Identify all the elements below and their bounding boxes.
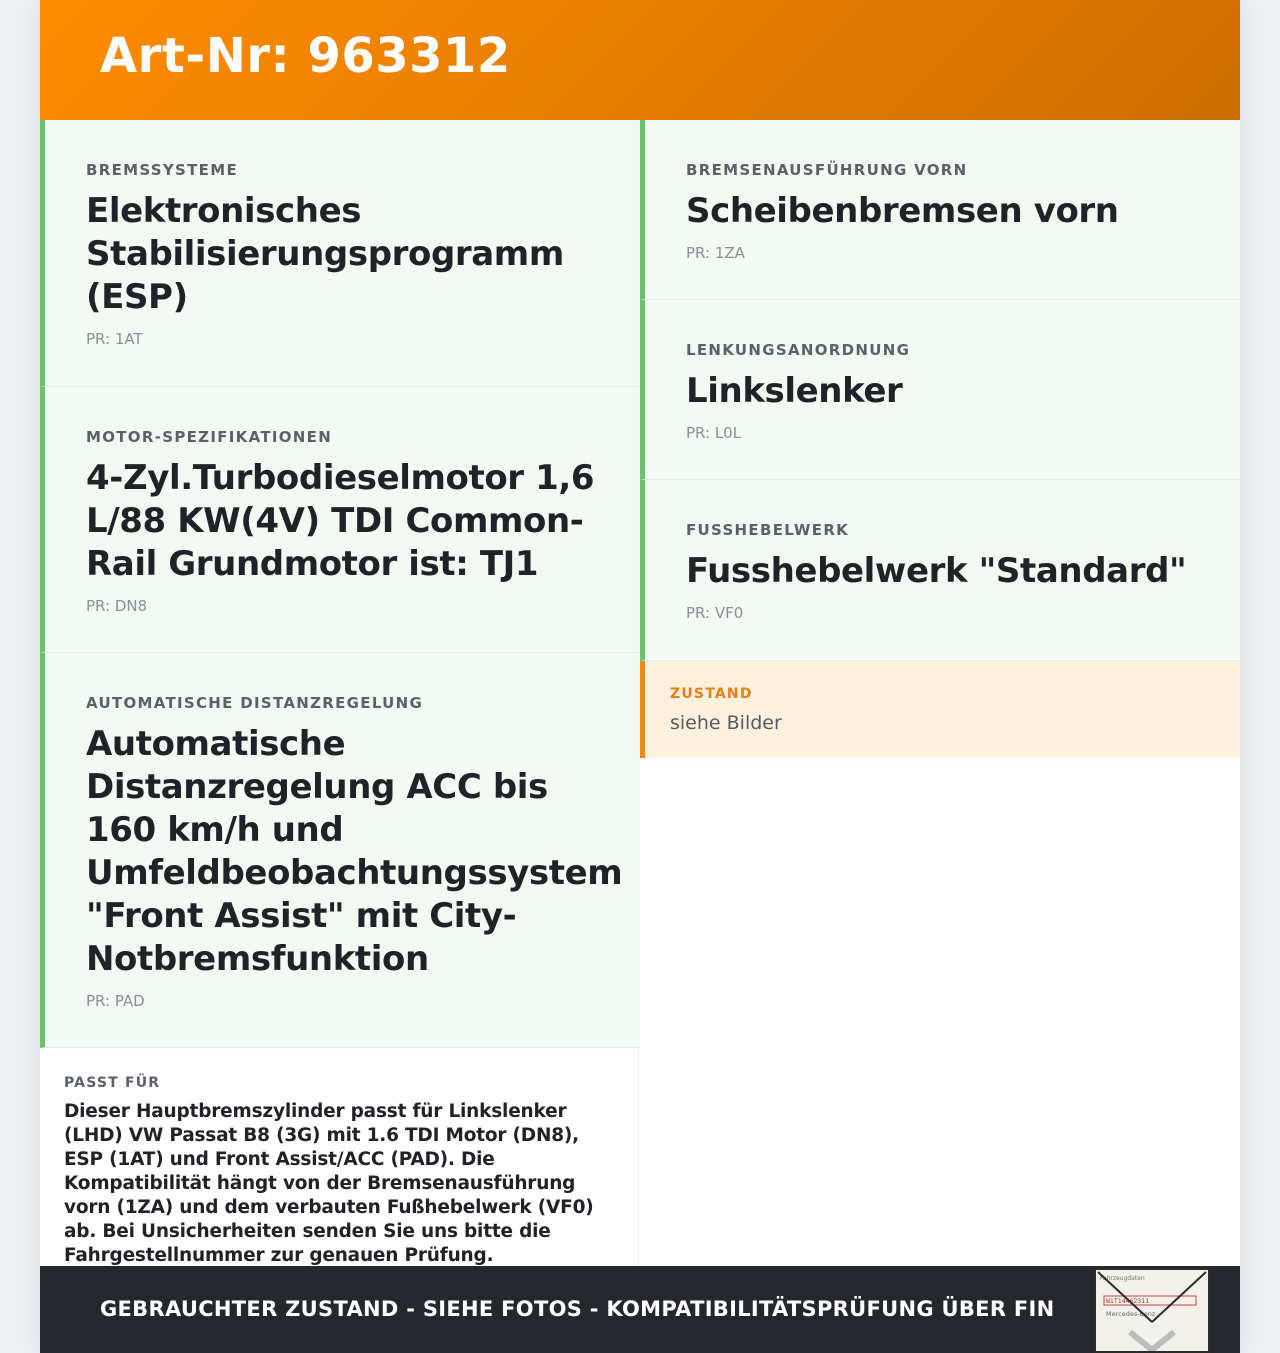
article-number-title: Art-Nr: 963312 (100, 28, 511, 84)
right-column (640, 120, 1240, 758)
product-sheet (40, 0, 1240, 1353)
spec-label: BREMSENAUSFÜHRUNG VORN (686, 161, 968, 179)
spec-label: BREMSSYSTEME (86, 161, 239, 179)
stamp-line3: Mercedes-Benz (1106, 1310, 1156, 1318)
spec-value: Scheibenbremsen vorn (686, 191, 1119, 231)
spec-card-bremssysteme (40, 120, 640, 387)
spec-card-motor (40, 387, 640, 653)
stamp-line2: W1T14462311 (1106, 1297, 1150, 1305)
spec-card-lenkung (640, 300, 1240, 480)
spec-card-bremsenausfuehrung (640, 120, 1240, 300)
spec-value: Elektronisches Stabilisierungsprogramm (ESP) (86, 191, 564, 317)
document-thumbnail (1094, 1268, 1210, 1353)
spec-pr-code: PR: VF0 (686, 604, 744, 622)
compatibility-section (40, 1048, 639, 1266)
spec-pr-code: PR: DN8 (86, 597, 148, 615)
spec-value: 4-Zyl.Turbodieselmotor 1,6 L/88 KW(4V) TDI Common-Rail Grundmotor ist: TJ1 (86, 458, 595, 584)
spec-pr-code: PR: L0L (686, 424, 742, 442)
envelope-icon (1096, 1270, 1208, 1351)
footer-bar (40, 1266, 1240, 1353)
spec-value: Fusshebelwerk "Standard" (686, 551, 1187, 591)
condition-label: ZUSTAND (670, 686, 753, 702)
spec-label: AUTOMATISCHE DISTANZREGELUNG (86, 694, 424, 712)
condition-value: siehe Bilder (670, 712, 782, 734)
stamp-line1: Fahrzeugdaten (1100, 1275, 1145, 1282)
compatibility-label: PASST FÜR (64, 1075, 161, 1091)
left-column (40, 120, 640, 1048)
compatibility-text: Dieser Hauptbremszylinder passt für Linkslenker (LHD) VW Passat B8 (3G) mit 1.6 TDI Motor (DN8), ESP (1AT) und Front Assist/ACC (PAD). Die Kompatibilität hängt von der Bremsenausführung vorn (1ZA) und dem verbauten Fußhebelwerk (VF0) ab. Bei Unsicherheiten senden Sie uns bitte die Fahrgestellnummer zur genauen Prüfung. (64, 1101, 594, 1266)
spec-card-distanzregelung (40, 653, 640, 1048)
spec-label: LENKUNGSANORDNUNG (686, 341, 911, 359)
header-banner (40, 0, 1240, 120)
footer-text: GEBRAUCHTER ZUSTAND - SIEHE FOTOS - KOMPATIBILITÄTSPRÜFUNG ÜBER FIN (100, 1297, 1055, 1321)
spec-value: Automatische Distanzregelung ACC bis 160 km/h und Umfeldbeobachtungssystem "Front Assist" mit City-Notbremsfunktion (86, 724, 623, 979)
spec-card-fusshebelwerk (640, 480, 1240, 661)
spec-label: MOTOR-SPEZIFIKATIONEN (86, 428, 333, 446)
spec-pr-code: PR: 1ZA (686, 244, 745, 262)
spec-value: Linkslenker (686, 371, 903, 411)
condition-box (640, 661, 1240, 758)
spec-pr-code: PR: PAD (86, 992, 145, 1010)
spec-label: FUSSHEBELWERK (686, 521, 850, 539)
spec-pr-code: PR: 1AT (86, 330, 143, 348)
